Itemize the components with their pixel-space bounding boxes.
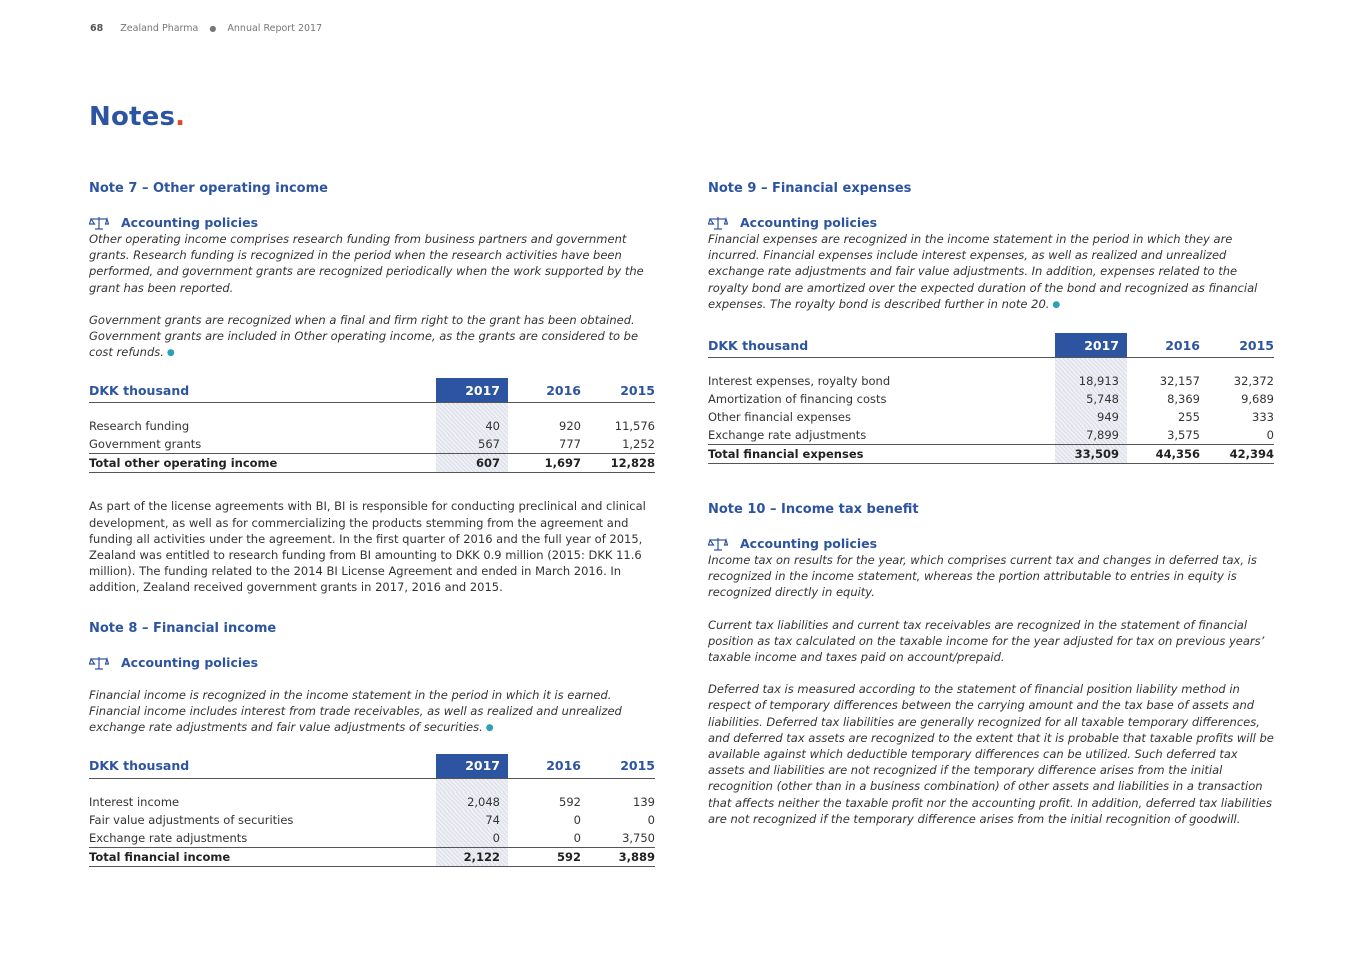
- note-7-policy-heading: Accounting policies: [89, 214, 655, 231]
- scales-icon: [89, 656, 109, 670]
- year-2016-header: 2016: [508, 754, 581, 779]
- note-8-table: [89, 754, 655, 867]
- note-7: [89, 180, 655, 596]
- page-title: Notes.: [89, 102, 186, 132]
- note-10: [708, 501, 1274, 827]
- table-total-row: Total financial income 2,122 592 3,889: [89, 847, 655, 866]
- note-9-policy-heading: Accounting policies: [708, 214, 1274, 231]
- table-label-header: DKK thousand: [708, 333, 1055, 358]
- company-name: Zealand Pharma: [120, 23, 199, 34]
- table-row: Interest expenses, royalty bond 18,913 32,157 32,372: [708, 374, 1274, 389]
- note-7-title: Note 7 – Other operating income: [89, 181, 328, 196]
- note-7-table: [89, 378, 655, 473]
- separator-dot: ●: [209, 24, 217, 33]
- note-8: [89, 620, 655, 867]
- table-total-row: Total other operating income 607 1,697 12,828: [89, 454, 655, 473]
- note-8-title: Note 8 – Financial income: [89, 621, 277, 636]
- report-name: Annual Report 2017: [227, 23, 323, 34]
- end-bullet: ●: [166, 348, 175, 359]
- year-2015-header: 2015: [1200, 333, 1274, 358]
- table-row: Amortization of financing costs 5,748 8,369 9,689: [708, 392, 1274, 407]
- year-2015-header: 2015: [581, 378, 655, 403]
- table-row: Government grants 567 777 1,252: [89, 435, 655, 454]
- note-9-title: Note 9 – Financial expenses: [708, 181, 912, 196]
- note-10-policy-p3: Deferred tax is measured according to the statement of financial position liability method in respect of temporary differences between the carrying amount and the tax base of assets and liabilities. Deferred tax liabilities are generally recognized for all taxable temporary differences, and deferred tax assets are recognized to the extent that it is probable that taxable profits will be available against which deductible temporary differences can be utilized. Such deferred tax assets and liabilities are not recognized if the temporary difference arises from the initial recognition (other than in a business combination) of other assets and liabilities in a transaction that affects neither the taxable profit nor the accounting profit. In addition, deferred tax liabilities are not recognized if the temporary difference arises from the initial recognition of goodwill.: [708, 682, 1274, 826]
- scales-icon: [708, 537, 728, 551]
- note-10-title: Note 10 – Income tax benefit: [708, 502, 919, 517]
- table-row: Interest income 2,048 592 139: [89, 794, 655, 809]
- note-8-policy-heading: Accounting policies: [89, 654, 655, 671]
- note-9-policy-p1: Financial expenses are recognized in the income statement in the period in which they are incurred. Financial expenses include interest expenses, as well as realized and unrealized exchange rate adjustments and fair value adjustments. In addition, expenses related to the royalty bond are amortized over the expected duration of the bond and recognized as financial expenses. The royalty bond is described further in note 20. ●: [708, 232, 1258, 311]
- table-label-header: DKK thousand: [89, 754, 436, 779]
- year-2016-header: 2016: [508, 378, 581, 403]
- table-row: Research funding 40 920 11,576: [89, 419, 655, 434]
- year-2015-header: 2015: [581, 754, 655, 779]
- year-2017-header: 2017: [436, 754, 508, 779]
- note-8-policy-p1: Financial income is recognized in the income statement in the period in which it is earned. Financial income includes interest from trade receivables, as well as realized and unrealized exchange rate adjustments and fair value adjustments of securities. ●: [89, 688, 622, 735]
- table-label-header: DKK thousand: [89, 378, 436, 403]
- note-9: [708, 180, 1274, 464]
- table-row: Exchange rate adjustments 0 0 3,750: [89, 829, 655, 848]
- year-2016-header: 2016: [1127, 333, 1200, 358]
- scales-icon: [708, 216, 728, 230]
- note-10-policy-p1: Income tax on results for the year, which comprises current tax and changes in deferred tax, is recognized in the income statement, whereas the portion attributable to entries in equity is recognized directly in equity.: [708, 553, 1257, 600]
- note-7-body: As part of the license agreements with BI, BI is responsible for conducting preclinical and clinical development, as well as for commercializing the products stemming from the agreement and funding all activities under the agreement. In the first quarter of 2016 and the full year of 2015, Zealand was entitled to research funding from BI amounting to DKK 0.9 million (2015: DKK 11.6 million). The funding related to the 2014 BI License Agreement and ended in March 2016. In addition, Zealand received government grants in 2017, 2016 and 2015.: [89, 499, 646, 595]
- year-2017-header: 2017: [436, 378, 508, 403]
- page-number: 68: [90, 23, 104, 34]
- end-bullet: ●: [1052, 299, 1061, 310]
- year-2017-header: 2017: [1055, 333, 1127, 358]
- title-dot: .: [175, 102, 186, 132]
- note-7-policy-p2: Government grants are recognized when a final and firm right to the grant has been obtained. Government grants are included in Other operating income, as the grants are considered to be cost refunds. ●: [89, 312, 639, 360]
- table-row: Exchange rate adjustments 7,899 3,575 0: [708, 426, 1274, 445]
- table-row: Other financial expenses 949 255 333: [708, 410, 1274, 425]
- note-10-policy-p2: Current tax liabilities and current tax receivables are recognized in the statement of financial position as tax calculated on the taxable income for the year adjusted for tax on previous years’ taxable income and taxes paid on account/prepaid.: [708, 617, 1265, 665]
- table-total-row: Total financial expenses 33,509 44,356 42,394: [708, 445, 1274, 464]
- scales-icon: [89, 216, 109, 230]
- note-7-policy-p1: Other operating income comprises research funding from business partners and government grants. Research funding is recognized in the period when the research activities have been performed, and government grants are recognized periodically when the work supported by the grant has been reported.: [89, 232, 644, 295]
- note-9-table: [708, 333, 1274, 464]
- table-row: Fair value adjustments of securities 74 0 0: [89, 812, 655, 827]
- end-bullet: ●: [485, 723, 494, 734]
- page-header: [90, 23, 322, 34]
- note-10-policy-heading: Accounting policies: [708, 535, 1274, 552]
